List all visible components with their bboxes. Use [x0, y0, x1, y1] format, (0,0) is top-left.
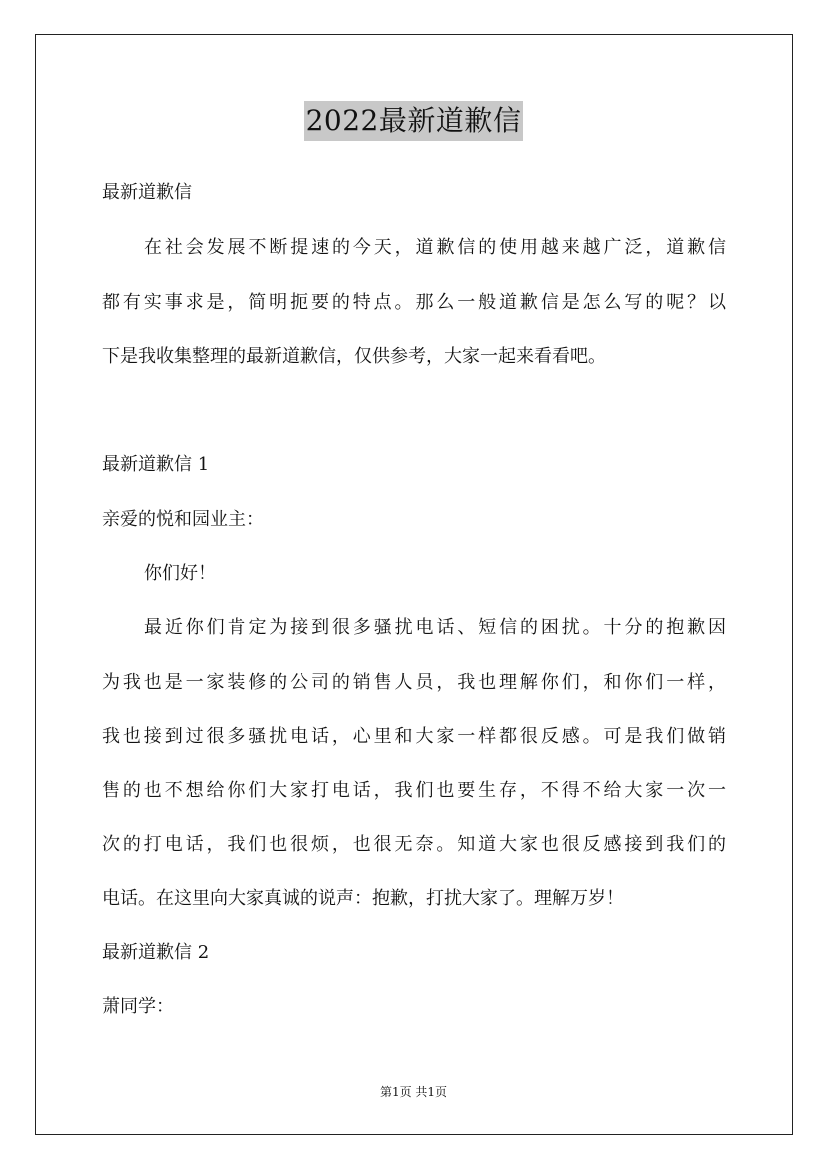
page-footer: 第1页 共1页 [379, 1085, 448, 1099]
letter1-body-line-3: 我也接到过很多骚扰电话，心里和大家一样都很反感。可是我们做销 [102, 726, 726, 747]
letter1-body-line-2: 为我也是一家装修的公司的销售人员，我也理解你们，和你们一样， [102, 672, 726, 693]
letter1-heading: 最新道歉信 1 [102, 454, 210, 475]
letter2-salutation: 萧同学： [102, 996, 174, 1017]
intro-line-2: 都有实事求是，简明扼要的特点。那么一般道歉信是怎么写的呢？以 [102, 292, 726, 313]
letter2-heading: 最新道歉信 2 [102, 942, 210, 963]
letter1-body-line-4: 售的也不想给你们大家打电话，我们也要生存，不得不给大家一次一 [102, 780, 726, 801]
letter1-body-line-1: 最近你们肯定为接到很多骚扰电话、短信的困扰。十分的抱歉因 [144, 617, 726, 638]
intro-line-1: 在社会发展不断提速的今天，道歉信的使用越来越广泛，道歉信 [144, 237, 726, 258]
intro-line-3: 下是我收集整理的最新道歉信，仅供参考，大家一起来看看吧。 [102, 346, 606, 367]
letter1-salutation: 亲爱的悦和园业主： [102, 509, 264, 530]
letter1-body-line-6: 电话。在这里向大家真诚的说声：抱歉，打扰大家了。理解万岁！ [102, 888, 624, 909]
title-container [0, 101, 827, 141]
document-title: 2022最新道歉信 [304, 101, 524, 141]
section-heading: 最新道歉信 [102, 182, 192, 203]
letter1-body-line-5: 次的打电话，我们也很烦，也很无奈。知道大家也很反感接到我们的 [102, 834, 726, 855]
letter1-greeting: 你们好！ [144, 563, 216, 584]
